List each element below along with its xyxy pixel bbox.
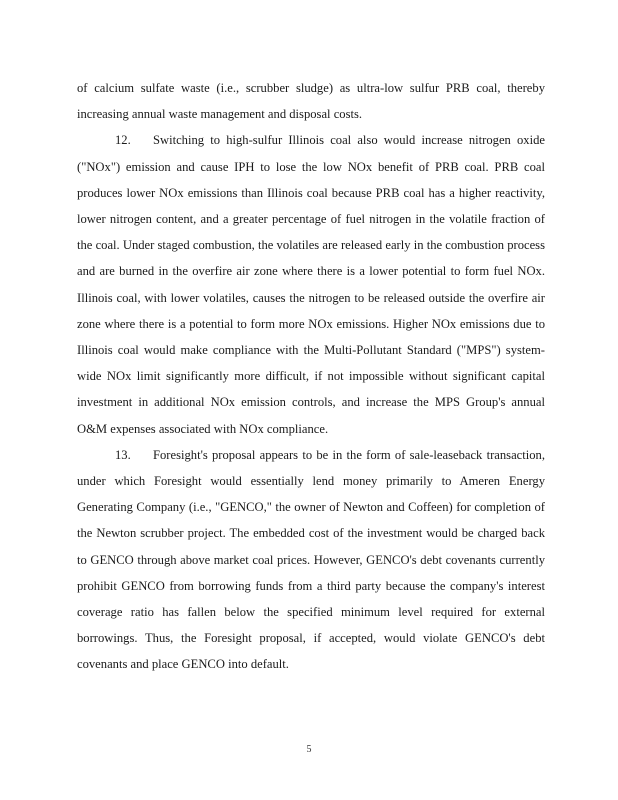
paragraph-number: 13. xyxy=(115,447,131,462)
paragraph-number: 12. xyxy=(115,133,131,148)
paragraph-text: Foresight's proposal appears to be in the form of sale-leaseback transaction, under which Foresight would essentially lend money primarily to Ameren Energy Generating Company (i.e., "GENCO," the owner of Newton and Coffeen) for completion of the Newton scrubber project. The embedded cost of the investment would be charged back to GENCO through above market coal prices. However, GENCO's debt covenants currently prohibit GENCO from borrowing funds from a third party because the company's interest coverage ratio has fallen below the specified minimum level required for external borrowings. Thus, the Foresight proposal, if accepted, would violate GENCO's debt covenants and place GENCO into default. xyxy=(77,447,545,672)
continuation-paragraph: of calcium sulfate waste (i.e., scrubber sludge) as ultra-low sulfur PRB coal, thereby increasing annual waste management and disposal costs. xyxy=(77,81,545,122)
document-body xyxy=(77,75,545,678)
page-number: 5 xyxy=(306,744,312,755)
paragraph-12 xyxy=(77,127,545,441)
paragraph-13 xyxy=(77,442,545,678)
paragraph-text: Switching to high-sulfur Illinois coal also would increase nitrogen oxide ("NOx") emission and cause IPH to lose the low NOx benefit of PRB coal. PRB coal produces lower NOx emissions than Illinois coal because PRB coal has a higher reactivity, lower nitrogen content, and a greater percentage of fuel nitrogen in the volatile fraction of the coal. Under staged combustion, the volatiles are released early in the combustion process and are burned in the overfire air zone where there is a lower potential to form fuel NOx. Illinois coal, with lower volatiles, causes the nitrogen to be released outside the overfire air zone where there is a potential to form more NOx emissions. Higher NOx emissions due to Illinois coal would make compliance with the Multi-Pollutant Standard ("MPS") system-wide NOx limit significantly more difficult, if not impossible without significant capital investment in additional NOx emission controls, and increase the MPS Group's annual O&M expenses associated with NOx compliance. xyxy=(77,133,545,436)
